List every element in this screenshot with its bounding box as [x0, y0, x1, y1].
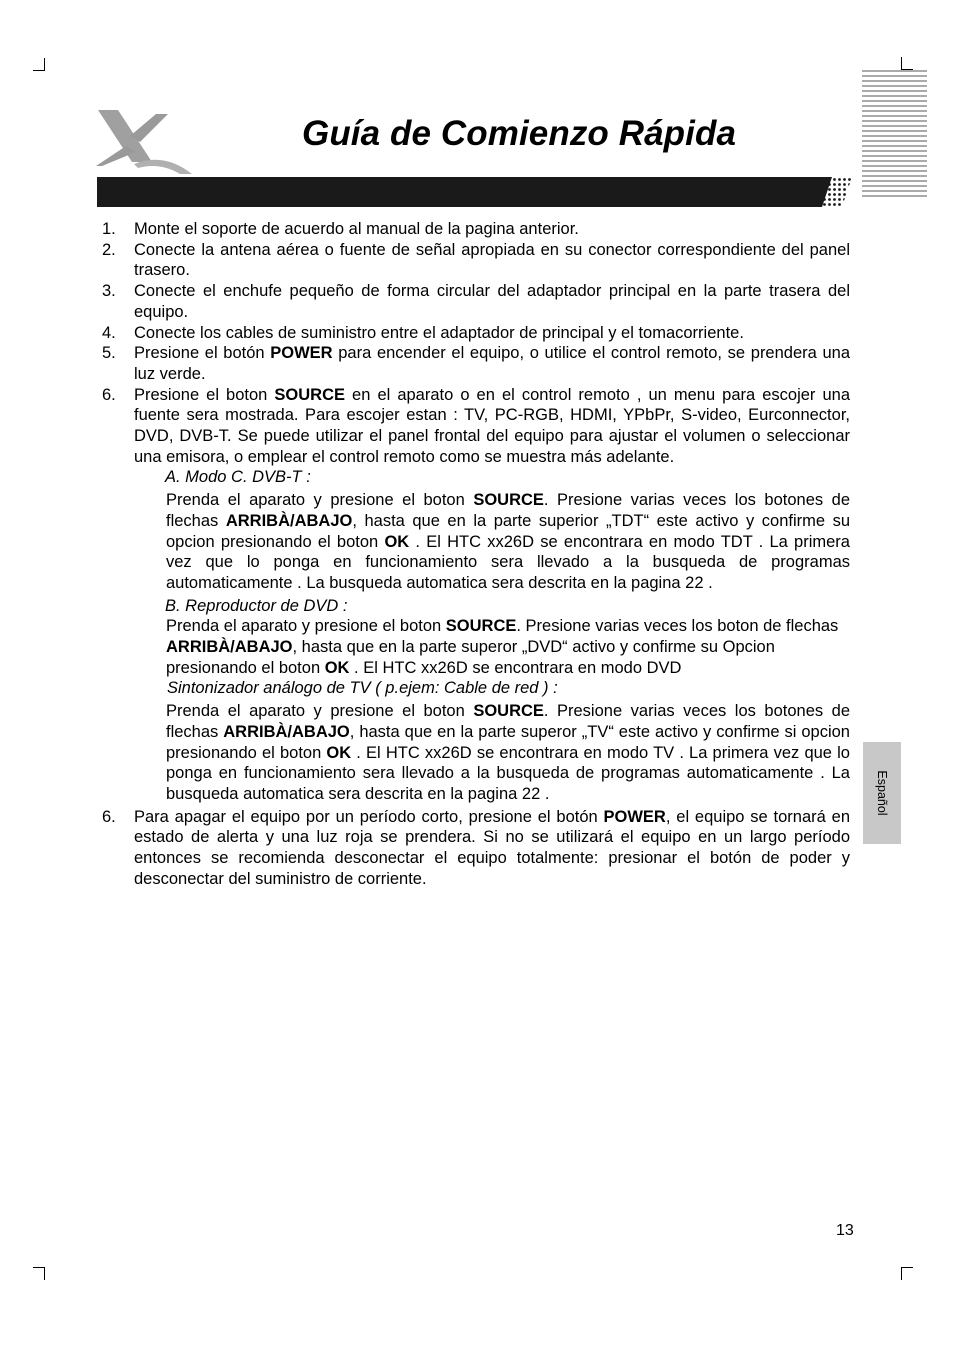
step-text: Conecte el enchufe pequeño de forma circular del adaptador principal en la parte trasera del equipo. — [134, 282, 850, 321]
ok-keyword: OK — [384, 532, 410, 551]
mode-text: Prenda el aparato y presione el boton — [166, 617, 446, 636]
list-item — [102, 219, 850, 240]
list-item — [102, 807, 850, 890]
list-item — [102, 323, 850, 344]
step-number: 2. — [102, 240, 116, 259]
step-text: Conecte los cables de suministro entre el adaptador de principal y el tomacorriente. — [134, 323, 744, 342]
list-item — [102, 343, 850, 384]
mode-description — [102, 701, 850, 805]
step-text: , el equipo se tornará en estado de alerta y una luz roja se prendera. Si no se utilizará el equipo en un largo período entonces se recomienda desconectar el equipo totalmente: presionar el botón de poder y desconectar del suministro de corriente. — [134, 807, 850, 888]
mode-text: . El HTC xx26D se encontrara en modo TV . La primera vez que lo ponga en funcionamiento sera llevado a la busqueda de programas automaticamente . La busqueda automatica sera descrita en la pagina 22 . — [166, 743, 850, 803]
mode-description — [102, 490, 850, 594]
page-number: 13 — [836, 1222, 854, 1239]
mode-text: , hasta que en la parte superor „TV“ este activo y confirme si opcion presionando el boton — [166, 722, 850, 762]
mode-text: Prenda el aparato y presione el boton — [166, 491, 474, 510]
step-number: 6. — [102, 385, 116, 404]
step-text: para encender el equipo, o utilice el control remoto, se prendera una luz verde. — [134, 344, 851, 383]
list-item — [102, 281, 850, 322]
step-text: Presione el botón — [134, 344, 271, 363]
mode-text: . El HTC xx26D se encontrara en modo DVD — [349, 658, 682, 677]
list-item — [102, 240, 850, 281]
step-text: en el aparato o en el control remoto , un menu para escojer una fuente sera mostrada. Para escojer estan : TV, PC-RGB, HDMI, YPbPr, S-video, Eurconnector, DVD, DVB-T. Se puede utilizar el panel frontal del equipo para ajustar el volumen o seleccionar una emisora, o emplear el control remoto como se muestra más adelante. — [134, 385, 850, 466]
language-label: Español — [875, 770, 889, 816]
ok-keyword: OK — [326, 743, 352, 762]
mode-label: A. Modo C. DVB-T : — [165, 468, 311, 487]
decorative-stripes — [862, 69, 927, 199]
mode-text: , hasta que en la parte superior „TDT“ este activo y confirme su opcion presionando el boton — [166, 511, 850, 551]
list-item — [102, 385, 850, 468]
step-text: Monte el soporte de acuerdo al manual de la pagina anterior. — [134, 220, 579, 238]
brand-x-logo-icon — [94, 106, 194, 176]
source-keyword: SOURCE — [473, 702, 544, 721]
step-number: 4. — [102, 323, 116, 342]
step-number: 5. — [102, 344, 116, 363]
arrow-keys-keyword: ARRIBÀ/ABAJO — [225, 511, 353, 530]
mode-description — [102, 616, 850, 678]
mode-text: . Presione varias veces los boton de flechas — [516, 617, 839, 636]
step-number: 3. — [102, 282, 116, 301]
ok-keyword: OK — [324, 658, 350, 677]
mode-label: B. Reproductor de DVD : — [165, 596, 348, 615]
step-text: Conecte la antena aérea o fuente de señal apropiada en su conector correspondiente del panel trasero. — [134, 240, 850, 280]
step-text: Presione el boton — [134, 385, 275, 404]
title-bar — [97, 177, 852, 207]
instructions — [102, 219, 850, 890]
language-tab — [863, 742, 901, 844]
mode-text: , hasta que en la parte superor „DVD“ activo y confirme su Opcion presionando el boton — [166, 638, 775, 677]
arrow-keys-keyword: ARRIBÀ/ABAJO — [166, 638, 293, 657]
mode-text: . El HTC xx26D se encontrara en modo TDT . La primera vez que lo ponga en funcionamiento sera llevado a la busqueda de programas automaticamente . La busqueda automatica sera descrita en la pagina 22 . — [166, 532, 850, 592]
mode-text: . Presione varias veces los botones de flechas — [166, 491, 850, 530]
mode-label: Sintonizador análogo de TV ( p.ejem: Cable de red ) : — [167, 679, 558, 698]
power-keyword: POWER — [603, 807, 666, 826]
mode-text: Prenda el aparato y presione el boton — [166, 702, 474, 721]
source-keyword: SOURCE — [473, 491, 544, 510]
step-number: 6. — [102, 807, 116, 826]
step-number: 1. — [102, 220, 116, 238]
power-keyword: POWER — [270, 344, 333, 363]
step-text: Para apagar el equipo por un período corto, presione el botón — [134, 807, 604, 826]
mode-text: . Presione varias veces los botones de flechas — [166, 702, 850, 741]
source-keyword: SOURCE — [274, 385, 345, 404]
page-title: Guía de Comienzo Rápida — [302, 114, 737, 153]
source-keyword: SOURCE — [445, 617, 517, 636]
arrow-keys-keyword: ARRIBÀ/ABAJO — [223, 722, 350, 741]
